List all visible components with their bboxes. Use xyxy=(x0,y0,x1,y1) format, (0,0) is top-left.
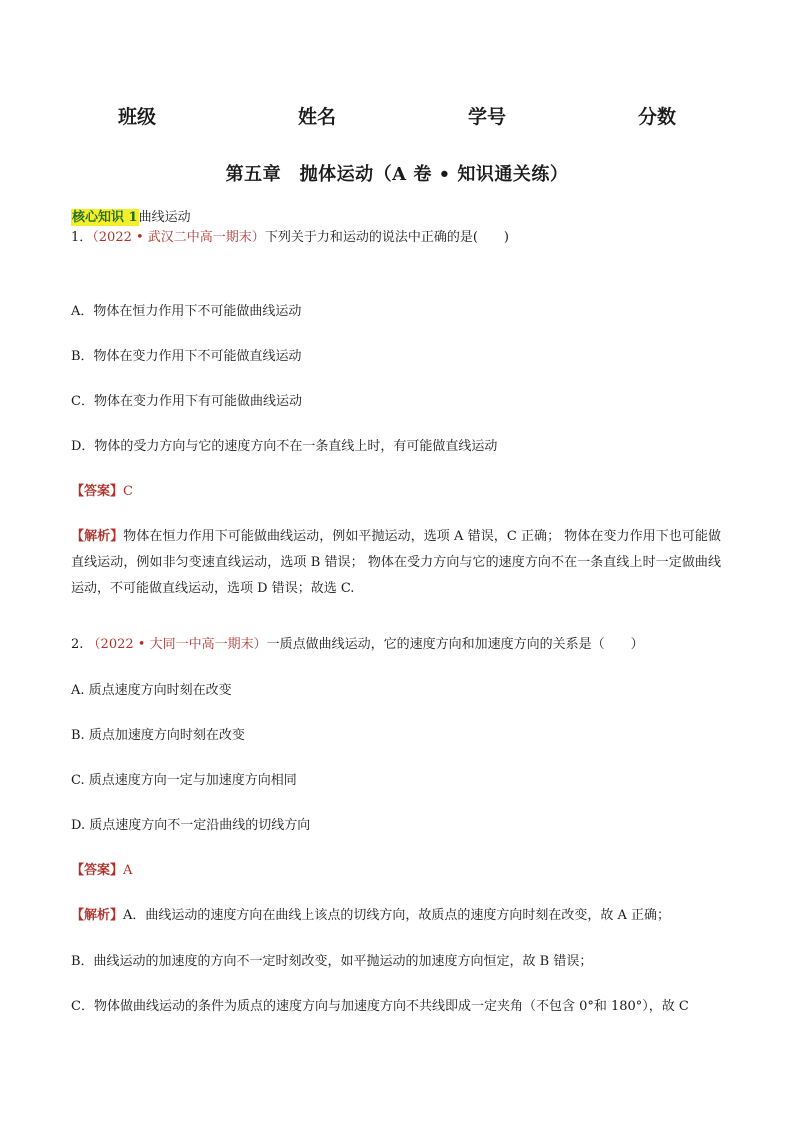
q1-option-d: D．物体的受力方向与它的速度方向不在一条直线上时，有可能做直线运动 xyxy=(71,439,498,454)
student-id-label: 学号 xyxy=(468,106,507,128)
q1-answer xyxy=(71,482,731,502)
q1-stem-text: 下列关于力和运动的说法中正确的是( ) xyxy=(264,230,509,245)
q1-answer-value: C xyxy=(123,484,133,499)
q1-answer-label: 【答案】 xyxy=(71,484,124,499)
q2-analysis-line-3 xyxy=(71,997,731,1017)
q1-option-c: C．物体在变力作用下有可能做曲线运动 xyxy=(71,394,302,409)
q2-analysis-text-1: A．曲线运动的速度方向在曲线上该点的切线方向，故质点的速度方向时刻在改变，故 A 正确； xyxy=(123,908,671,923)
section-heading xyxy=(71,207,191,229)
q2-analysis-text-3: C．物体做曲线运动的条件为质点的速度方向与加速度方向不共线即成一定夹角（不包含 0°和 180°），故 C xyxy=(71,999,689,1014)
q2-source: （2022 • 大同一中高一期末） xyxy=(87,637,267,652)
q1-analysis-label: 【解析】 xyxy=(71,529,124,544)
q2-answer-value: A xyxy=(123,863,133,878)
q2-stem-text: 一质点做曲线运动，它的速度方向和加速度方向的关系是（ ） xyxy=(266,637,644,652)
class-label: 班级 xyxy=(118,106,157,128)
q2-analysis-line-2 xyxy=(71,952,731,972)
q2-option-c: C. 质点速度方向一定与加速度方向相同 xyxy=(71,773,297,788)
q2-answer-label: 【答案】 xyxy=(71,863,124,878)
chapter-title: 第五章 抛体运动（A 卷 • 知识通关练） xyxy=(225,164,569,185)
section-name: 曲线运动 xyxy=(138,210,191,225)
q1-stem xyxy=(71,228,731,248)
q2-analysis-label: 【解析】 xyxy=(71,908,124,923)
q2-option-a: A. 质点速度方向时刻在改变 xyxy=(71,683,232,698)
name-label: 姓名 xyxy=(298,106,337,128)
q2-analysis-line-1 xyxy=(71,906,731,926)
q2-answer xyxy=(71,861,731,881)
q2-analysis-text-2: B．曲线运动的加速度的方向不一定时刻改变，如平抛运动的加速度方向恒定，故 B 错误； xyxy=(71,954,593,969)
student-info-header xyxy=(0,102,794,132)
q1-number: 1． xyxy=(71,230,93,245)
q1-option-a: A．物体在恒力作用下不可能做曲线运动 xyxy=(71,304,302,319)
q1-analysis xyxy=(71,524,721,602)
q2-option-b: B. 质点加速度方向时刻在改变 xyxy=(71,728,245,743)
score-label: 分数 xyxy=(638,106,677,128)
q2-stem xyxy=(71,635,731,655)
q1-source: （2022 • 武汉二中高一期末） xyxy=(92,230,265,245)
q2-number: 2. xyxy=(71,637,88,652)
q1-analysis-text: 物体在恒力作用下可能做曲线运动，例如平抛运动，选项 A 错误，C 正确； 物体在变力作用下也可能做直线运动，例如非匀变速直线运动，选项 B 错误； 物体在受力方向与它的速度方向不在一条直线上时一定做曲线运动，不可能做直线运动，选项 D 错误；故选 C. xyxy=(71,529,721,596)
section-highlight: 核心知识 1 xyxy=(72,210,138,225)
q1-option-b: B．物体在变力作用下不可能做直线运动 xyxy=(71,349,302,364)
q2-option-d: D. 质点速度方向不一定沿曲线的切线方向 xyxy=(71,818,311,833)
